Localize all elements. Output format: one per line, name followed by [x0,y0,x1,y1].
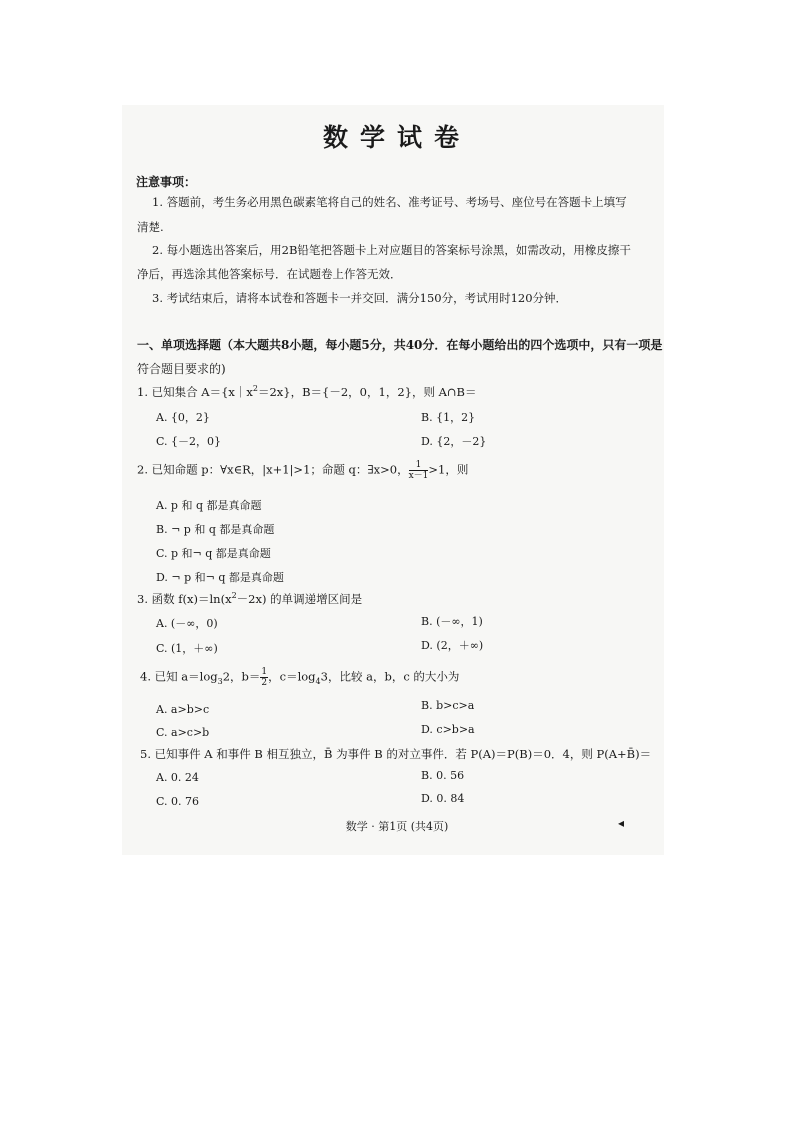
question-2-option-a: A. p 和 q 都是真命题 [156,499,262,512]
question-4-option-d: D. c>b>a [421,723,475,736]
section-heading-line-2: 符合题目要求的) [137,362,226,376]
question-1-stem: 1. 已知集合 $A=\{x|x^2=2x\}$，B＝{－2，0，1，2}，则 A∩B＝ [137,384,477,399]
question-3-option-a: A. (－∞，0) [156,617,218,630]
question-2-option-d: D. ¬ p 和¬ q 都是真命题 [156,571,284,584]
note-2-line-2: 净后，再选涂其他答案标号．在试题卷上作答无效． [137,267,402,281]
question-3-option-c: C. (1，＋∞) [156,642,218,655]
question-1-option-b: B. {1，2} [421,411,476,424]
question-2-stem: 2. 已知命题 p：∀x∈R，|x+1|>1；命题 q：∃x>0， $\frac{1}{x-1}$ >1，则 [137,460,469,481]
question-1-option-a: A. {0，2} [156,411,210,424]
fraction: $\frac{1}{x-1}$ [408,460,429,481]
note-1-line-1: 1. 答题前，考生务必用黑色碳素笔将自己的姓名、准考证号、考场号、座位号在答题卡上填写 [152,195,627,209]
question-1-option-c: C. {－2，0} [156,435,222,448]
question-4-option-b: B. b>c>a [421,699,475,712]
question-5-stem: 5. 已知事件 A 和事件 B 相互独立，B̄ 为事件 B 的对立事件．若 P(A)＝P(B)＝0．4，则 P(A+B̄)＝ [140,747,652,761]
question-5-option-a: A. 0. 24 [156,771,199,784]
corner-mark-icon: ◂ [618,816,625,830]
question-5-option-d: D. 0. 84 [421,792,465,805]
question-4-option-c: C. a>c>b [156,726,210,739]
question-2-option-b: B. ¬ p 和 q 都是真命题 [156,523,275,536]
question-2-option-c: C. p 和¬ q 都是真命题 [156,547,271,560]
note-3: 3. 考试结束后，请将本试卷和答题卡一并交回．满分150分，考试用时120分钟． [152,291,568,305]
question-4-stem: 4. 已知 $a=\log_32$，b＝ $\frac{1}{2}$ ，$c=\log_43$，比较 a，b，c 的大小为 [140,667,460,688]
fraction: $\frac{1}{2}$ [261,667,268,688]
notes-heading: 注意事项： [136,175,197,189]
question-3-option-d: D. (2，＋∞) [421,639,484,652]
question-4-option-a: A. a>b>c [156,703,210,716]
note-2-line-1: 2. 每小题选出答案后，用2B铅笔把答题卡上对应题目的答案标号涂黑，如需改动，用橡皮擦干 [152,243,631,257]
page-title: 数学试卷 [322,123,471,152]
section-heading-line-1: 一、单项选择题（本大题共8小题，每小题5分，共40分．在每小题给出的四个选项中，只有一项是 [137,338,663,352]
note-1-line-2: 清楚. [137,220,164,234]
question-3-option-b: B. (－∞，1) [421,615,483,628]
page-footer: 数学 · 第1页 (共4页) [345,820,449,833]
question-5-option-b: B. 0. 56 [421,769,465,782]
question-5-option-c: C. 0. 76 [156,795,200,808]
question-3-stem: 3. 函数 $f(x)=\ln(x^2-2x)$ 的单调递增区间是 [137,591,363,606]
question-1-option-d: D. {2，－2} [421,435,487,448]
